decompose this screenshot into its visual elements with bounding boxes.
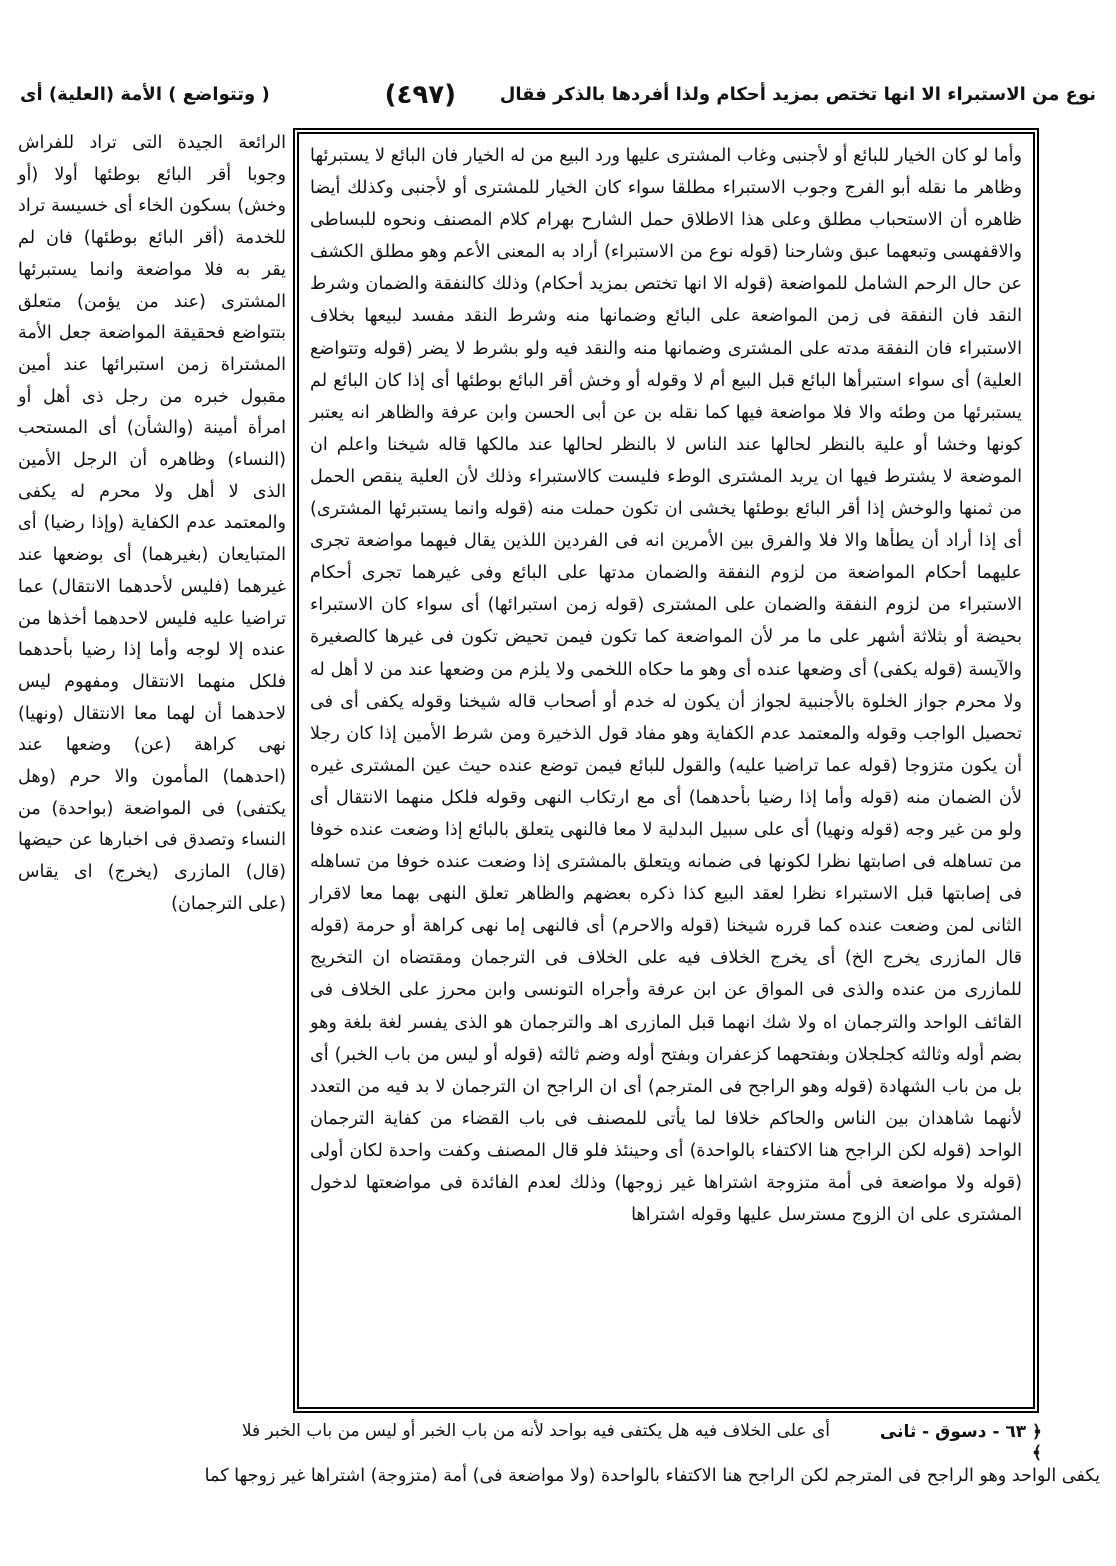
footer-lead-text: أى على الخلاف فيه هل يكتفى فيه بواحد لأنه من باب الخبر أو ليس من باب الخبر فلا bbox=[241, 1421, 830, 1441]
margin-heading: ( وتتواضع ) الأمة (العلية) أى bbox=[20, 84, 270, 105]
margin-paragraph: الرائعة الجيدة التى تراد للفراش وجوبا أقر البائع بوطئها أولا (أو وخش) بسكون الخاء أى خسيسة تراد للخدمة (أقر البائع بوطئها) فان لم يقر به فلا مواضعة وانما يستبرئها المشترى (عند من يؤمن) متعلق بتتواضع فحقيقة المواضعة جعل الأمة المشتراة زمن استبرائها عند أمين مقبول خبره من رجل ذى أهل أو امرأة أمينة (والشأن) أى المستحب (النساء) وظاهره أن الرجل الأمين الذى لا أهل ولا محرم له يكفى والمعتمد عدم الكفاية (وإذا رضيا) أى المتبايعان (بغيرهما) أى بوضعها عند غيرهما (فليس لأحدهما الانتقال) عما تراضيا عليه فليس لاحدهما أخذها من عنده إلا لوجه وأما إذا رضيا بأحدهما فلكل منهما الانتقال ومفهوم ليس لاحدهما أن لهما معا الانتقال (ونهيا) نهى كراهة (عن) وضعها عند (احدهما) المأمون والا حرم (وهل يكتفى) فى المواضعة (بواحدة) من النساء وتصدق فى اخبارها عن حيضها (قال) المازرى (يخرج) اى يقاس (على الترجمان) bbox=[18, 133, 286, 914]
running-title: نوع من الاستبراء الا انها تختص بمزيد أحكام ولذا أفردها بالذكر فقال bbox=[499, 84, 1096, 105]
commentary-paragraph: وأما لو كان الخيار للبائع أو لأجنبى وغاب المشترى عليها ورد البيع من له الخيار فان البائع لا يستبرئها وظاهر ما نقله أبو الفرج وجوب الاستبراء مطلقا سواء كان الخيار للمشترى أو لأجنبى وكذلك أيضا ظاهره أن الاستحباب مطلق وعلى هذا الاطلاق حمل الشارح بهرام كلام المصنف ونحوه للبساطى والاقفهسى وتبعهما عبق وشارحنا (قوله نوع من الاستبراء) أراد به المعنى الأعم وهو مطلق الكشف عن حال الرحم الشامل للمواضعة (قوله الا انها تختص بمزيد أحكام) وذلك كالنفقة والضمان وشرط النقد فان النفقة فى زمن المواضعة على البائع وضمانها منه وشرط النقد مفسد لبيعها بخلاف الاستبراء فان النفقة مدته على المشترى وضمانها منه والنقد فيه ولو بشرط لا يضر (قوله وتتواضع العلية) أى سواء استبرأها البائع قبل البيع أم لا وقوله أو وخش أقر البائع بوطئها أى إذا كان البائع لم يستبرئها من وطئه والا فلا مواضعة فيها كما نقله بن عن أبى الحسن وابن عرفة والظاهر انه يعتبر كونها وخشا أو علية بالنظر لحالها عند الناس لا بالنظر لحالها عند مالكها قاله شيخنا واعلم ان الموضعة لا يشترط فيها ان يريد المشترى الوطء فليست كالاستبراء وذلك لأن العلية ينقص الحمل من ثمنها والوخش إذا أقر البائع بوطئها يخشى ان تكون حملت منه (قوله وانما يستبرئها المشترى) أى إذا أراد أن يطأها والا فلا والفرق بين الأمرين انه فى الفردين اللذين يقال فيهما مواضعة تجرى عليهما أحكام المواضعة من لزوم النفقة والضمان مدتها على البائع وفى غيرهما تجرى أحكام الاستبراء من لزوم النفقة والضمان على المشترى (قوله زمن استبرائها) أى سواء كان الاستبراء بحيضة أو بثلاثة أشهر على ما مر لأن المواضعة كما تكون فيمن تحيض تكون فى غيرها كالصغيرة والآيسة (قوله يكفى) أى وضعها عنده أى وهو ما حكاه اللخمى ولا يلزم من وضعها عند من لا أهل له ولا محرم جواز الخلوة بالأجنبية لجواز أن يكون له خدم أو أصحاب قاله شيخنا وقوله يكفى أى فى تحصيل الواجب وقوله والمعتمد عدم الكفاية وهو مفاد قول الذخيرة ومن شرط الأمين إذا كان رجلا أن يكون متزوجا (قوله عما تراضيا عليه) والقول للبائع فيمن توضع عنده حيث عين المشترى غيره لأن الضمان منه (قوله وأما إذا رضيا بأحدهما) أى مع ارتكاب النهى وقوله فلكل منهما الانتقال أى ولو من غير وجه (قوله ونهيا) أى على سبيل البدلية لا معا فالنهى يتعلق بالبائع إذا وضعت عنده خوفا من تساهله فى اصابتها نظرا لكونها فى ضمانه ويتعلق بالمشترى إذا وضعت عنده خوفا من تساهله فى إصابتها قبل الاستبراء نظرا لعقد البيع كذا ذكره بعضهم والظاهر تعلق النهى بهما معا لاقرار الثانى لمن وضعت عنده كما قرره شيخنا (قوله والاحرم) أى فالنهى إما نهى كراهة أو حرمة (قوله قال المازرى يخرج الخ) أى يخرج الخلاف فيه على الخلاف فى الترجمان ومقتضاه ان التخريج للمازرى من عنده والذى فى المواق عن ابن عرفة وأجراه التونسى وابن محرز على الخلاف فى القائف الواحد والترجمان اه ولا شك انهما قبل المازرى اهـ والترجمان هو الذى يفسر لغة بلغة وهو بضم أوله وثالثه كجلجلان وبفتحهما كزعفران وبفتح أوله وضم ثالثه (قوله أو ليس من باب الخبر) أى بل من باب الشهادة (قوله وهو الراجح فى المترجم) أى ان الراجح ان الترجمان لا بد فيه من التعدد لأنهما شاهدان بين الناس والحاكم خلافا لما يأتى للمصنف فى باب القضاء من كفاية الترجمان الواحد (قوله لكن الراجح هنا الاكتفاء بالواحدة) أى وحينئذ فلو قال المصنف وكفت واحدة لكان أولى (قوله ولا مواضعة فى أمة متزوجة اشتراها غير زوجها) وذلك لعدم الفائدة فى مواضعتها لدخول المشترى على ان الزوج مسترسل عليها وقوله اشتراها bbox=[310, 146, 1022, 1226]
commentary-text bbox=[310, 140, 1022, 1231]
footer-signature: ﴿ ٦٣ - دسوق - ثانى ﴾ bbox=[879, 1422, 1042, 1463]
page-number: (٤٩٧) bbox=[384, 80, 456, 110]
footer-last-line: يكفى الواحد وهو الراجح فى المترجم لكن الراجح هنا الاكتفاء بالواحدة (ولا مواضعة فى) أمة (متزوجة) اشتراها غير زوجها كما bbox=[204, 1466, 1100, 1486]
margin-text bbox=[18, 128, 286, 921]
page-header bbox=[20, 80, 1096, 120]
